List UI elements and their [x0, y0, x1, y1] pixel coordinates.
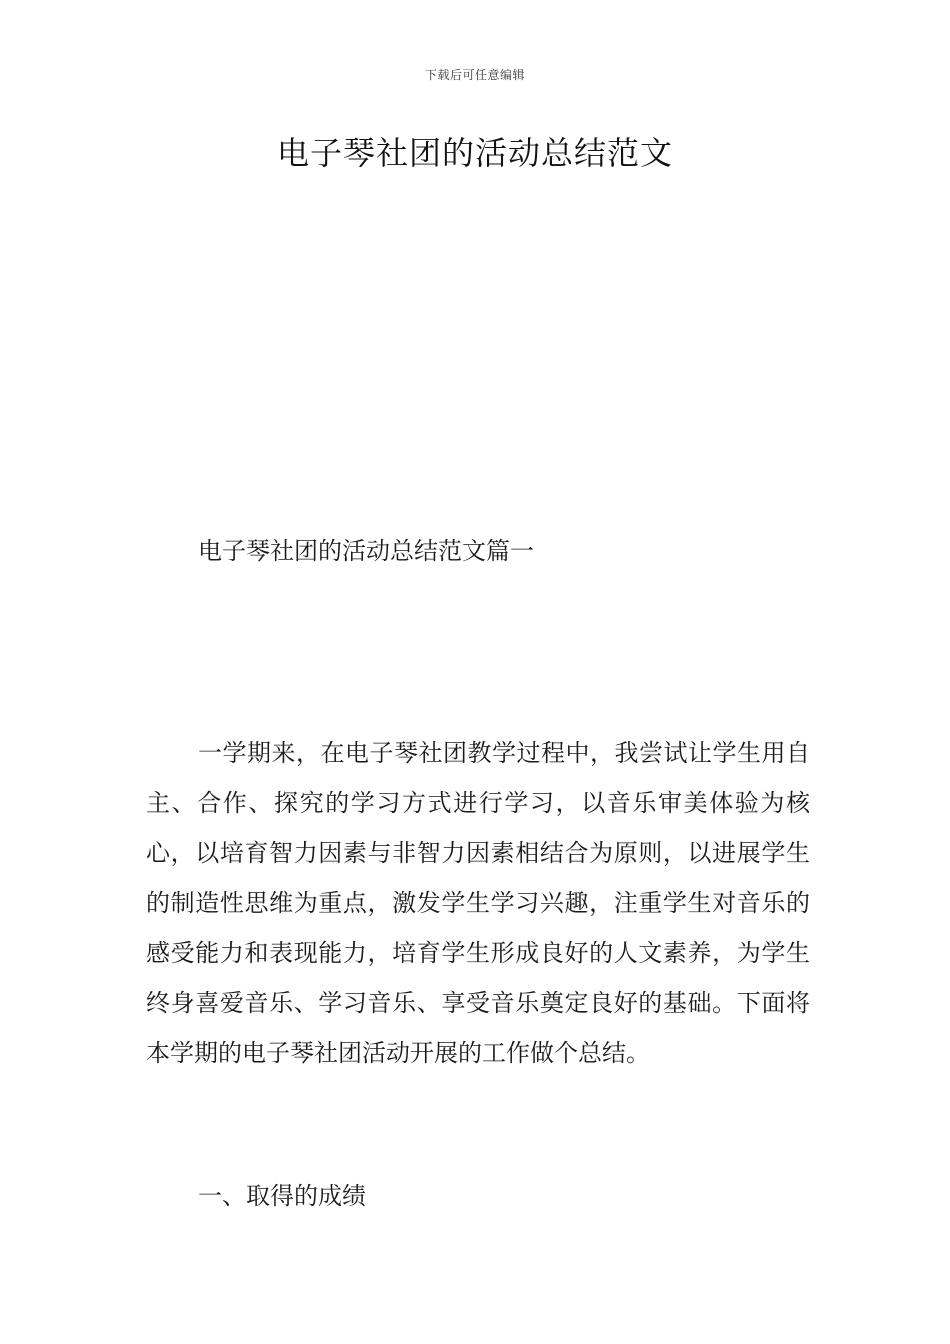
- document-title: 电子琴社团的活动总结范文: [276, 134, 673, 172]
- section-heading: 电子琴社团的活动总结范文篇一: [198, 537, 534, 565]
- body-paragraph: 一学期来，在电子琴社团教学过程中，我尝试让学生用自主、合作、探究的学习方式进行学习，以音乐审美体验为核心，以培育智力因素与非智力因素相结合为原则，以进展学生的制造性思维为重点，激发学生学习兴趣，注重学生对音乐的感受能力和表现能力，培育学生形成良好的人文素养，为学生终身喜爱音乐、学习音乐、享受音乐奠定良好的基础。下面将本学期的电子琴社团活动开展的工作做个总结。: [146, 739, 810, 1067]
- sub-heading: 一、取得的成绩: [198, 1182, 366, 1210]
- header-note: 下载后可任意编辑: [424, 68, 525, 82]
